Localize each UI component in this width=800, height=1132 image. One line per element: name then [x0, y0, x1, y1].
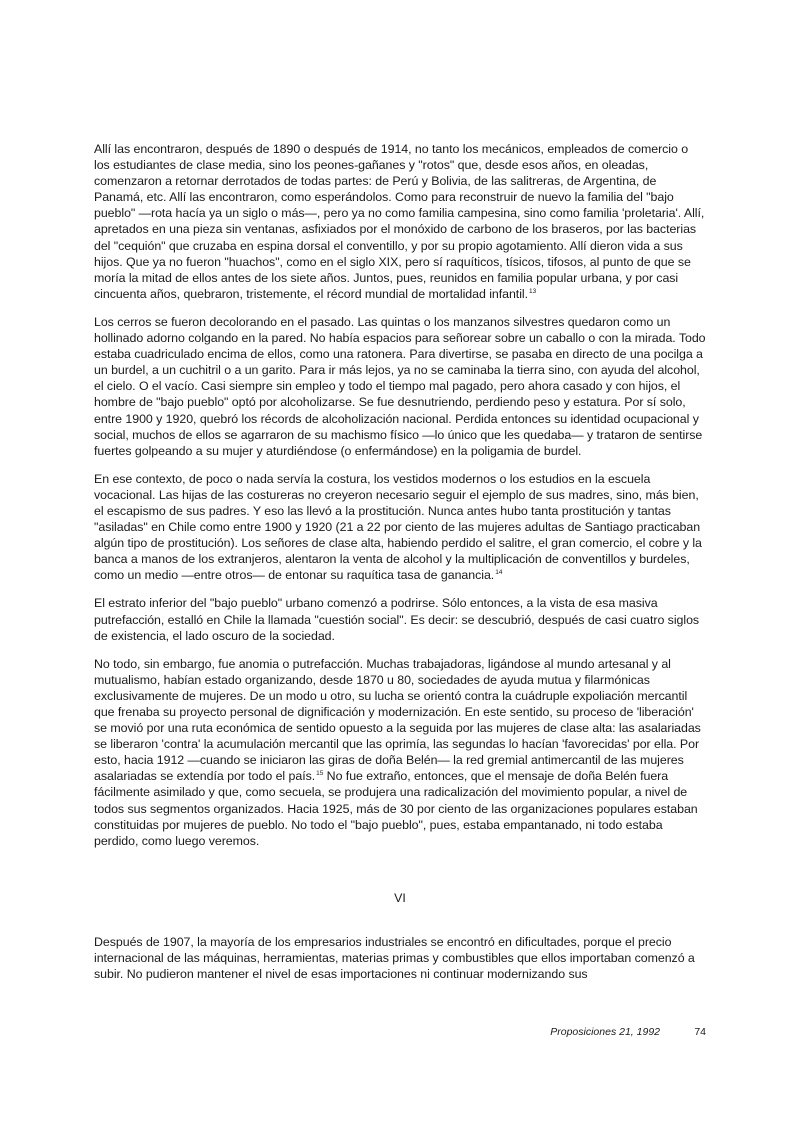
paragraph-5	[94, 656, 706, 849]
section-heading: VI	[394, 891, 406, 905]
paragraph-5-text: No todo, sin embargo, fue anomia o putrefacción. Muchas trabajadoras, ligándose al mundo artesanal y al mutualismo, habían estado organizando, desde 1870 u 80, sociedades de ayuda mutua y filarmónicas exclusivamente de mujeres. De un modo u otro, su lucha se orientó contra la cuádruple expoliación mercantil que frenaba su proyecto personal de dignificación y modernización. En este sentido, su proceso de 'liberación' se movió por una ruta económica de sentido opuesto a la seguida por las mujeres de clase alta: las asalariadas se liberaron 'contra' la acumulación mercantil que las oprimía, las segundas lo hacían 'favorecidas' por ella. Por esto, hacia 1912 —cuando se iniciaron las giras de doña Belén— la red gremial antimercantil de las mujeres asalariadas se extendía por todo el país.	[94, 656, 701, 784]
paragraph-1	[94, 141, 706, 302]
footnote-ref-15: 15	[316, 770, 324, 778]
paragraph-2-text: Los cerros se fueron decolorando en el pasado. Las quintas o los manzanos silvestres quedaron como un hollinado adorno colgando en la pared. No había espacios para señorear sobre un caballo o con la mirada. Todo estaba cuadriculado encima de ellos, como una ratonera. Para divertirse, se pasaba en directo de una pocilga a un burdel, a un cuchitril o a un garito. Para ir más lejos, ya no se caminaba la tierra sino, con ayuda del alcohol, el cielo. O el vacío. Casi siempre sin empleo y todo el tiempo mal pagado, pero ahora casado y con hijos, el hombre de "bajo pueblo" optó por alcoholizarse. Se fue desnutriendo, perdiendo peso y estatura. Por sí solo, entre 1900 y 1920, quebró los récords de alcoholización nacional. Perdida entonces su identidad ocupacional y social, muchos de ellos se agarraron de su machismo físico —lo único que les quedaba— y trataron de sentirse fuertes golpeando a su mujer y aturdiéndose (o enfermándose) en la poligamia de burdel.	[94, 314, 706, 458]
paragraph-2	[94, 314, 706, 459]
section-paragraph: Después de 1907, la mayoría de los empresarios industriales se encontró en dificultades, porque el precio internacional de las máquinas, herramientas, materias primas y combustibles que ellos importaban comenzó a subir. No pudieron mantener el nivel de esas importaciones ni continuar modernizando sus	[94, 935, 695, 982]
footnote-ref-13: 13	[529, 287, 537, 295]
section-body	[94, 934, 706, 982]
body-text	[94, 141, 706, 861]
journal-citation: Proposiciones 21, 1992	[550, 1026, 660, 1038]
paragraph-4-text: El estrato inferior del "bajo pueblo" urbano comenzó a podrirse. Sólo entonces, a la vista de esa masiva putrefacción, estalló en Chile la llamada "cuestión social". Es decir: se descubrió, después de casi cuatro siglos de existencia, el lado oscuro de la sociedad.	[94, 596, 700, 643]
paragraph-4	[94, 595, 706, 643]
paragraph-3	[94, 471, 706, 584]
page-number: 74	[694, 1026, 706, 1038]
page-footer	[0, 1026, 800, 1042]
paragraph-1-text: Allí las encontraron, después de 1890 o después de 1914, no tanto los mecánicos, empleados de comercio o los estudiantes de clase media, sino los peones-gañanes y "rotos" que, desde esos años, en oleadas, comenzaron a retornar derrotados de todas partes: de Perú y Bolivia, de las salitreras, de Argentina, de Panamá, etc. Allí las encontraron, como esperándolos. Como para reconstruir de nuevo la familia del "bajo pueblo" —rota hacía ya un siglo o más—, pero ya no como familia campesina, sino como familia 'proletaria'. Allí, apretados en una pieza sin ventanas, asfixiados por el monóxido de carbono de los braseros, por las bacterias del "cequión" que cruzaba en espina dorsal el conventillo, y por su propio agotamiento. Allí dieron vida a sus hijos. Que ya no fueron "huachos", como en el siglo XIX, pero sí raquíticos, tísicos, tifosos, al punto de que se moría la mitad de ellos antes de los siete años. Juntos, pues, reunidos en familia popular urbana, y por casi cincuenta años, quebraron, tristemente, el récord mundial de mortalidad infantil.	[94, 142, 705, 301]
paragraph-5-tail: No fue extraño, entonces, que el mensaje de doña Belén fuera fácilmente asimilado y que, como secuela, se produjera una radicalización del movimiento popular, a nivel de todos sus segmentos organizados. Hacia 1925, más de 30 por ciento de las organizaciones populares estaban constituidas por mujeres de pueblo. No todo el "bajo pueblo", pues, estaba empantanado, ni todo estaba perdido, como luego veremos.	[94, 769, 698, 848]
footnote-ref-14: 14	[495, 569, 503, 577]
paragraph-3-text: En ese contexto, de poco o nada servía la costura, los vestidos modernos o los estudios en la escuela vocacional. Las hijas de las costureras no creyeron necesario seguir el ejemplo de sus madres, sino, más bien, el escapismo de sus padres. Y eso las llevó a la prostitución. Nunca antes hubo tanta prostitución y tantas "asiladas" en Chile como entre 1900 y 1920 (21 a 22 por ciento de las mujeres adultas de Santiago practicaban algún tipo de prostitución). Los señores de clase alta, habiendo perdido el salitre, el gran comercio, el cobre y la banca a manos de los extranjeros, alentaron la venta de alcohol y la multiplicación de conventillos y burdeles, como un medio —entre otros— de entonar su raquítica tasa de ganancia.	[94, 471, 702, 583]
